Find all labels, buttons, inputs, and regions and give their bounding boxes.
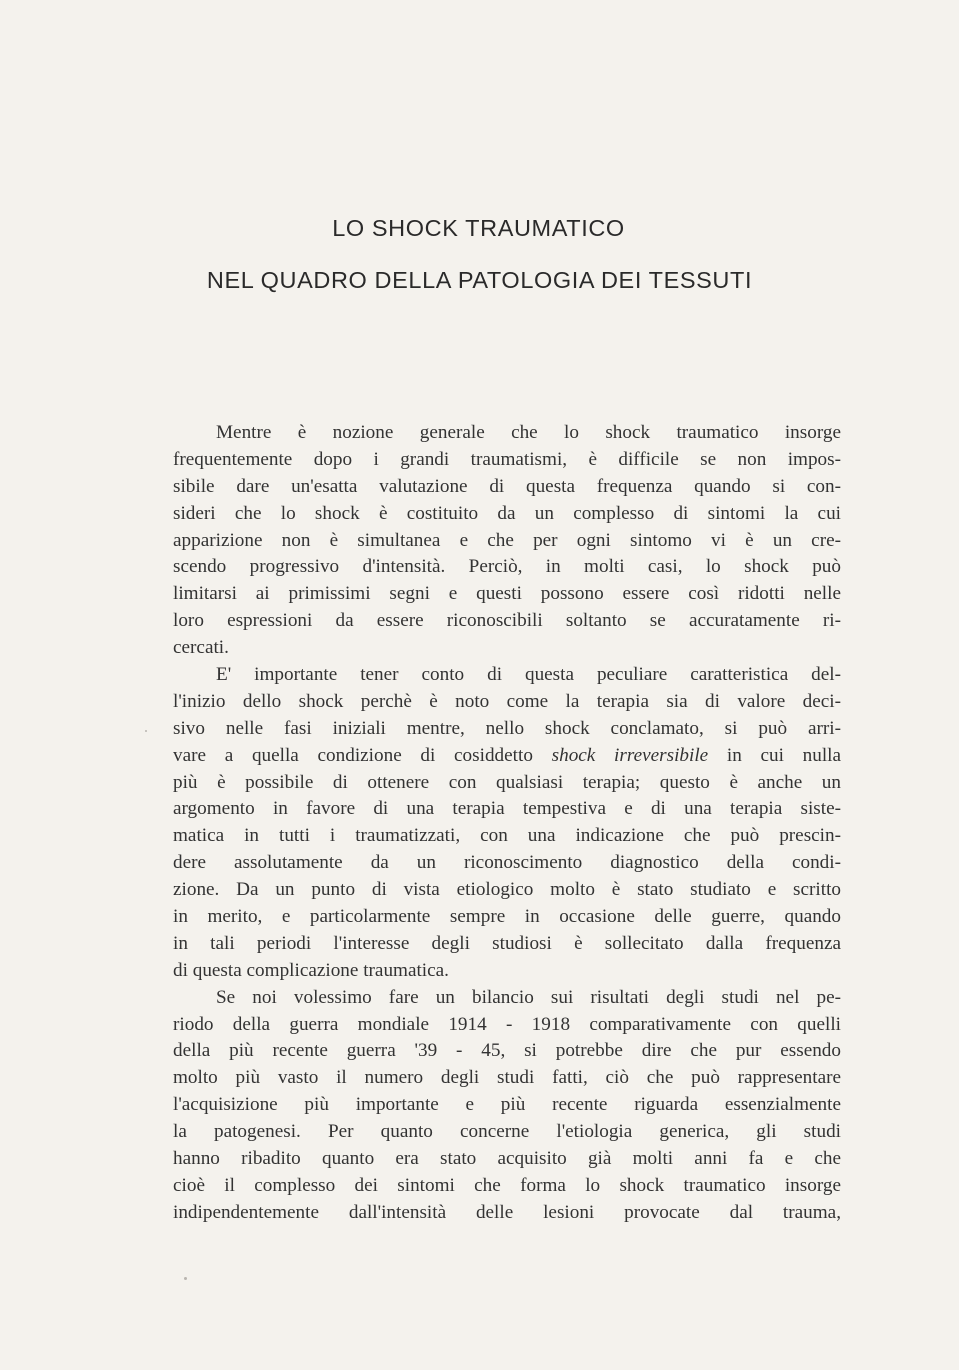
text-line: limitarsi ai primissimi segni e questi possono essere così ridotti nelle bbox=[173, 583, 841, 605]
text-segment: in cui nulla bbox=[726, 744, 841, 766]
text-line: l'acquisizione più importante e più recente riguarda essenzialmente bbox=[173, 1094, 841, 1116]
text-line: scendo progressivo d'intensità. Perciò, in molti casi, lo shock può bbox=[173, 556, 841, 578]
text-line: cioè il complesso dei sintomi che forma lo shock traumatico insorge bbox=[173, 1174, 841, 1196]
text-line: dere assolutamente da un riconoscimento diagnostico della condi- bbox=[173, 852, 841, 874]
text-segment: vare a quella condizione di cosiddetto bbox=[173, 744, 533, 766]
text-line: matica in tutti i traumatizzati, con una indicazione che può prescin- bbox=[173, 825, 841, 847]
text-line: apparizione non è simultanea e che per ogni sintomo vi è un cre- bbox=[173, 529, 841, 551]
text-line: hanno ribadito quanto era stato acquisito già molti anni fa e che bbox=[173, 1148, 841, 1170]
text-line: Mentre è nozione generale che lo shock traumatico insorge bbox=[216, 422, 841, 443]
title-line-2: NEL QUADRO DELLA PATOLOGIA DEI TESSUTI bbox=[206, 267, 753, 293]
scan-speck bbox=[145, 730, 147, 732]
text-line: in merito, e particolarmente sempre in occasione delle guerre, quando bbox=[173, 906, 841, 928]
title-line-1: LO SHOCK TRAUMATICO bbox=[332, 215, 625, 241]
scan-speck bbox=[184, 1277, 187, 1280]
text-line: di questa complicazione traumatica. bbox=[173, 959, 449, 981]
text-line: in tali periodi l'interesse degli studiosi è sollecitato dalla frequenza bbox=[173, 932, 841, 954]
text-line: indipendentemente dall'intensità delle lesioni provocate dal trauma, bbox=[173, 1201, 841, 1223]
text-line: frequentemente dopo i grandi traumatismi, è difficile se non impos- bbox=[173, 448, 841, 470]
text-line: sibile dare un'esatta valutazione di questa frequenza quando si con- bbox=[173, 475, 841, 497]
text-line: riodo della guerra mondiale 1914 - 1918 comparativamente con quelli bbox=[173, 1013, 841, 1035]
text-line: argomento in favore di una terapia tempestiva e di una terapia siste- bbox=[173, 798, 841, 820]
text-line: più è possibile di ottenere con qualsiasi terapia; questo è anche un bbox=[173, 771, 841, 793]
article-body bbox=[173, 420, 841, 1227]
text-line: sideri che lo shock è costituito da un complesso di sintomi la cui bbox=[173, 502, 841, 524]
text-line-with-italic bbox=[173, 743, 841, 770]
article-title bbox=[0, 214, 959, 294]
text-line: sivo nelle fasi iniziali mentre, nello shock conclamato, si può arri- bbox=[173, 717, 841, 739]
text-line: E' importante tener conto di questa peculiare caratteristica del- bbox=[216, 664, 841, 686]
text-line: molto più vasto il numero degli studi fatti, ciò che può rappresentare bbox=[173, 1067, 841, 1089]
text-line: la patogenesi. Per quanto concerne l'etiologia generica, gli studi bbox=[173, 1121, 841, 1143]
text-line: l'inizio dello shock perchè è noto come la terapia sia di valore deci- bbox=[173, 690, 841, 712]
italic-term: shock irreversibile bbox=[551, 744, 709, 766]
text-line: Se noi volessimo fare un bilancio sui risultati degli studi nel pe- bbox=[216, 986, 841, 1008]
text-line: zione. Da un punto di vista etiologico molto è stato studiato e scritto bbox=[173, 879, 841, 901]
text-line: della più recente guerra '39 - 45, si potrebbe dire che pur essendo bbox=[173, 1040, 841, 1062]
text-line: cercati. bbox=[173, 637, 229, 659]
text-line: loro espressioni da essere riconoscibili soltanto se accuratamente ri- bbox=[173, 610, 841, 632]
